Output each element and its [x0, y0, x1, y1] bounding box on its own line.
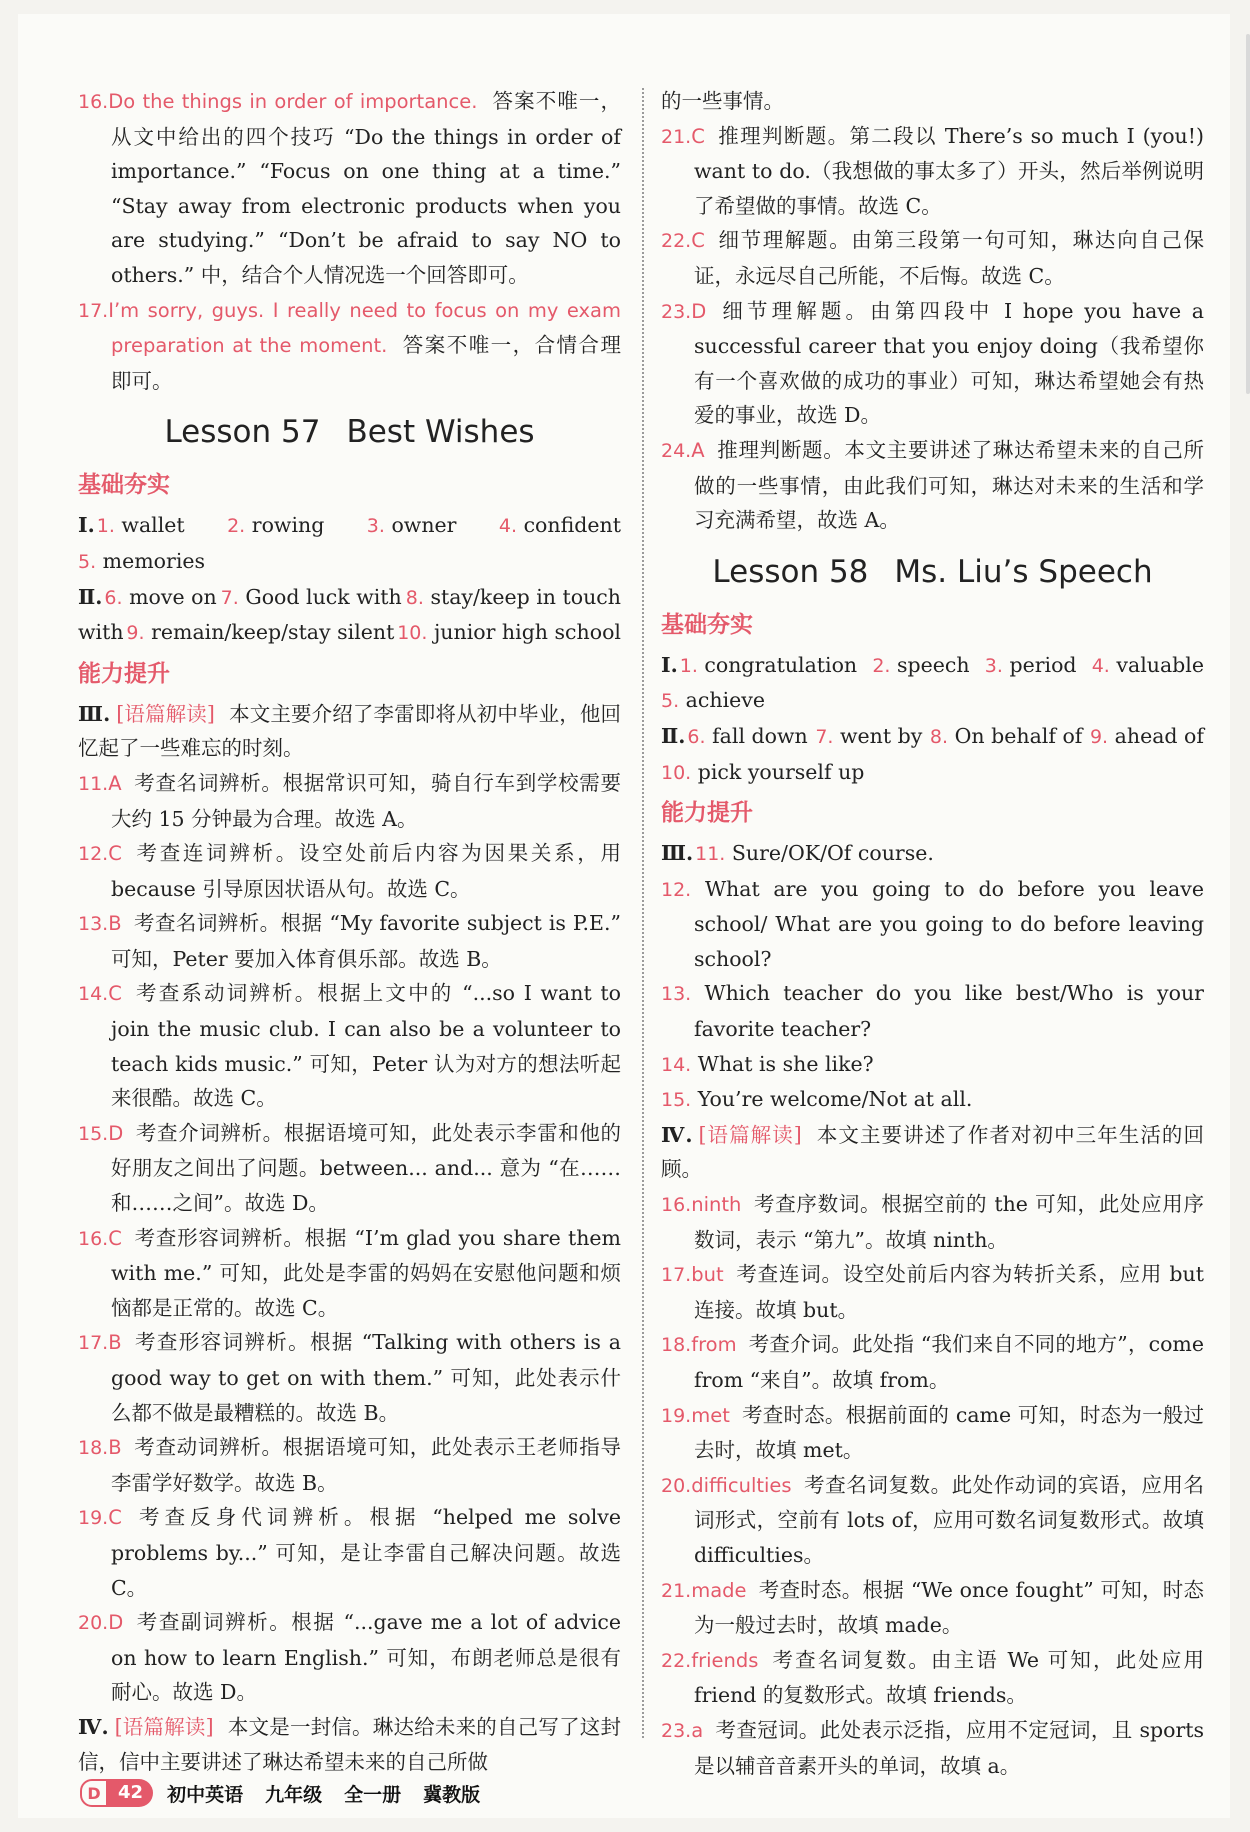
item-number: 16.	[78, 1227, 109, 1250]
lesson-name: Best Wishes	[346, 414, 535, 451]
passage-summary	[661, 1118, 1204, 1187]
answer-item	[78, 1116, 621, 1221]
item-number: 11.	[78, 772, 109, 795]
vocab-answer: fall down	[712, 723, 808, 748]
part-numeral: Ⅰ.	[661, 652, 678, 677]
item-explanation: 考查介词。此处指 “我们来自不同的地方”，come from “来自”。故填 from。	[694, 1332, 1204, 1392]
answer-item	[78, 766, 621, 836]
vocab-answer: stay/keep in touch	[430, 584, 621, 609]
item-number: 6.	[687, 725, 706, 748]
item-number: 16.	[661, 1194, 692, 1217]
item-explanation: 考查介词辨析。根据语境可知，此处表示李雷和他的好朋友之间出了问题。between... and... 意为 “在……和……之间”。故选 D。	[111, 1120, 621, 1216]
dialogue-answers	[661, 836, 1204, 1118]
answer-item	[661, 1713, 1204, 1783]
answer-item	[661, 294, 1204, 433]
item-number: 18.	[78, 1437, 109, 1460]
item-answer: ninth	[691, 1193, 742, 1217]
answer-item	[661, 836, 1204, 872]
answer-item	[661, 1573, 1204, 1643]
item-answer: C	[691, 124, 705, 148]
column-divider	[642, 88, 644, 1738]
answer-item	[78, 1605, 621, 1710]
lesson-number: Lesson 58	[712, 553, 869, 590]
vocab-answer: wallet	[121, 513, 185, 538]
vocab-row	[661, 755, 1204, 791]
item-number: 1.	[679, 654, 698, 677]
item-answer: A	[108, 771, 122, 795]
item-number: 4.	[1091, 654, 1110, 677]
item-number: 22.	[661, 230, 692, 253]
item-number: 22.	[661, 1649, 692, 1672]
section-title: 基础夯实	[661, 611, 753, 638]
item-explanation: 细节理解题。由第四段中 I hope you have a successful career that you enjoy doing（我希望你有一个喜欢做的成功的事业）可知，琳达希望她会有热爱的事业，故选 D。	[694, 298, 1204, 428]
item-answer: C	[691, 229, 705, 253]
vocab-answer: owner	[391, 513, 457, 538]
answer-item	[661, 119, 1204, 224]
vocab-answer: rowing	[251, 513, 325, 538]
item-answer: I’m sorry, guys. I really need to focus on my exam preparation at the moment.	[108, 298, 621, 358]
part-numeral: Ⅳ.	[78, 1714, 109, 1739]
item-answer: met	[691, 1403, 730, 1427]
summary-text: 本文是一封信。琳达给未来的自己写了这封信，信中主要讲述了琳达希望未来的自己所做	[78, 1714, 621, 1774]
answer-item	[661, 1257, 1204, 1327]
footer-subject: 初中英语	[167, 1783, 244, 1806]
summary-label: [语篇解读]	[698, 1122, 802, 1147]
item-number: 9.	[1089, 725, 1109, 748]
answer-list	[661, 119, 1204, 538]
answer-item	[661, 976, 1204, 1046]
item-answer: B	[108, 1436, 122, 1460]
part-numeral: Ⅱ.	[661, 723, 686, 748]
item-answer: D	[108, 1611, 124, 1635]
vocab-answer: On behalf of	[954, 723, 1083, 748]
answer-page	[18, 14, 1230, 1818]
item-number: 9.	[126, 622, 145, 645]
item-number: 23.	[661, 1719, 692, 1742]
item-number: 11.	[695, 843, 726, 866]
item-number: 10.	[397, 622, 428, 645]
vocab-row	[78, 615, 621, 651]
item-explanation: 考查副词辨析。根据 “...gave me a lot of advice on how to learn English.” 可知，布朗老师总是很有耐心。故选 D。	[111, 1610, 621, 1705]
item-number: 6.	[104, 586, 123, 609]
item-explanation: 细节理解题。由第三段第一句可知，琳达向自己保证，永远尽自己所能，不后悔。故选 C。	[694, 228, 1204, 288]
answer-list	[78, 766, 621, 1710]
item-explanation: 答案不唯一，从文中给出的四个技巧 “Do the things in order of importance.” “Focus on one thing at a time.” “Stay away from electronic products when you are studying.” “Don’t be afraid to say NO to others.” 中，结合个人情况选一个回答即可。	[111, 89, 622, 287]
item-answer: C	[108, 1226, 122, 1250]
item-answer: but	[691, 1263, 724, 1287]
answer-item	[661, 1187, 1204, 1257]
item-answer: C	[108, 842, 122, 866]
item-number: 14.	[661, 1053, 692, 1076]
page-footer	[80, 1779, 502, 1807]
item-number: 8.	[929, 725, 949, 748]
answer-item	[78, 906, 621, 976]
item-answer: Do the things in order of importance.	[108, 90, 478, 113]
item-number: 21.	[661, 1579, 692, 1602]
item-answer: from	[691, 1333, 737, 1357]
summary-label: [语篇解读]	[116, 701, 215, 726]
answer-item	[78, 1221, 621, 1326]
answer-item	[78, 1430, 621, 1500]
item-answer: a	[691, 1718, 704, 1742]
item-number: 19.	[661, 1404, 692, 1427]
item-explanation: 推理判断题。第二段以 There’s so much I (you!) want to do.（我想做的事太多了）开头，然后举例说明了希望做的事情。故选 C。	[694, 123, 1204, 218]
vocab-answer: period	[1009, 652, 1077, 677]
item-explanation: 考查形容词辨析。根据 “Talking with others is a good way to get on with them.” 可知，此处表示什么都不做是最糟糕的。故选 B。	[111, 1330, 621, 1425]
item-number: 3.	[984, 654, 1003, 677]
item-explanation: 考查连词。设空处前后内容为转折关系，应用 but 连接。故填 but。	[694, 1262, 1204, 1322]
item-number: 7.	[815, 725, 834, 748]
item-answer: What is she like?	[697, 1051, 874, 1076]
item-explanation: 推理判断题。本文主要讲述了琳达希望未来的自己所做的一些事情，由此我们可知，琳达对未来的生活和学习充满希望，故选 A。	[694, 437, 1204, 533]
item-number: 13.	[661, 983, 692, 1006]
answer-item	[78, 836, 621, 906]
item-number: 17.	[661, 1264, 692, 1287]
lesson-number: Lesson 57	[164, 414, 321, 451]
answer-item	[661, 1082, 1204, 1118]
item-explanation: 考查形容词辨析。根据 “I’m glad you share them with me.” 可知，此处是李雷的妈妈在安慰他问题和烦恼都是正常的。故选 C。	[111, 1225, 621, 1320]
part-numeral: Ⅲ.	[661, 841, 694, 866]
item-number: 4.	[498, 515, 518, 538]
answer-item	[661, 1643, 1204, 1713]
vocab-answer: remain/keep/stay silent	[151, 620, 395, 645]
answer-item	[661, 223, 1204, 293]
vocab-answer: achieve	[685, 688, 765, 713]
summary-text-continued: 的一些事情。	[661, 89, 784, 113]
part-numeral: Ⅱ.	[78, 584, 103, 609]
item-explanation: 答案不唯一，合情合理即可。	[111, 333, 621, 393]
vocab-row	[78, 508, 621, 544]
item-answer: D	[691, 299, 707, 323]
item-explanation: 考查系动词辨析。根据上文中的 “...so I want to join the music club. I can also be a volunteer to teach kids music.” 可知，Peter 认为对方的想法听起来很酷。故选 C。	[111, 981, 621, 1111]
item-number: 12.	[78, 843, 109, 866]
item-number: 7.	[220, 586, 239, 609]
item-number: 16.	[78, 91, 109, 113]
answer-item	[78, 293, 621, 399]
vocab-answer: move on	[129, 584, 217, 609]
vocab-answer: Good luck with	[245, 584, 402, 609]
answer-item	[78, 1500, 621, 1605]
vocab-row	[661, 719, 1204, 755]
item-number: 18.	[661, 1334, 692, 1357]
summary-text: 本文主要介绍了李雷即将从初中毕业，他回忆起了一些难忘的时刻。	[78, 701, 622, 761]
item-explanation: 考查名词辨析。根据 “My favorite subject is P.E.” 可知，Peter 要加入体育俱乐部。故选 B。	[111, 911, 621, 971]
lesson-name: Ms. Liu’s Speech	[894, 553, 1153, 590]
item-number: 12.	[661, 878, 692, 901]
summary-text: 本文主要讲述了作者对初中三年生活的回顾。	[661, 1122, 1204, 1182]
vocab-answer: congratulation	[704, 652, 858, 677]
vocab-answer: speech	[897, 652, 970, 677]
item-explanation: 考查时态。根据 “We once fought” 可知，时态为一般过去时，故填 made。	[694, 1577, 1204, 1638]
right-column	[661, 84, 1204, 1783]
item-number: 15.	[661, 1089, 692, 1112]
item-answer: C	[108, 982, 122, 1006]
vocab-row	[78, 580, 621, 616]
answer-item	[661, 1047, 1204, 1083]
item-answer: made	[691, 1578, 747, 1602]
answer-item	[78, 976, 621, 1115]
answer-item	[661, 1327, 1204, 1397]
item-answer: difficulties	[691, 1473, 792, 1497]
vocab-answer: junior high school	[433, 620, 621, 645]
left-column	[78, 84, 621, 1779]
answer-item	[661, 433, 1204, 538]
item-answer: B	[108, 912, 122, 936]
item-number: 5.	[78, 550, 97, 573]
item-number: 17.	[78, 1332, 109, 1355]
page-number: 42	[108, 1779, 153, 1807]
part-numeral: Ⅲ.	[78, 701, 111, 726]
item-explanation: 考查名词辨析。根据常识可知，骑自行车到学校需要大约 15 分钟最为合理。故选 A。	[111, 770, 621, 831]
item-answer: Sure/OK/Of course.	[731, 841, 934, 866]
brand-logo: D	[80, 1779, 108, 1807]
item-number: 24.	[661, 439, 692, 462]
item-explanation: 考查名词复数。由主语 We 可知，此处应用 friend 的复数形式。故填 friends。	[694, 1647, 1204, 1708]
item-number: 3.	[366, 515, 385, 538]
vocab-answer: valuable	[1116, 652, 1204, 677]
vocab-row	[661, 648, 1204, 684]
item-number: 1.	[96, 515, 115, 538]
item-number: 17.	[78, 299, 109, 322]
item-number: 21.	[661, 125, 692, 148]
summary-label: [语篇解读]	[114, 1714, 214, 1739]
answer-item	[661, 1398, 1204, 1468]
item-answer: A	[691, 438, 705, 462]
answer-item	[78, 1325, 621, 1430]
vocab-answer: ahead of	[1114, 723, 1204, 748]
item-number: 2.	[227, 515, 246, 538]
item-explanation: 考查名词复数。此处作动词的宾语，应用名词形式，空前有 lots of，应用可数名词复数形式。故填 difficulties。	[694, 1472, 1204, 1567]
vocab-answer: confident	[523, 513, 621, 538]
item-answer: D	[108, 1121, 124, 1145]
item-explanation: 考查时态。根据前面的 came 可知，时态为一般过去时，故填 met。	[694, 1402, 1204, 1463]
answer-list	[661, 1187, 1204, 1783]
section-title: 能力提升	[661, 800, 753, 827]
lesson-heading	[661, 546, 1204, 598]
vocab-answer: pick yourself up	[697, 759, 865, 784]
answer-item	[661, 872, 1204, 977]
vocab-answer: memories	[102, 548, 206, 573]
item-number: 2.	[872, 654, 891, 677]
item-explanation: 考查冠词。此处表示泛指，应用不定冠词，且 sports 是以辅音音素开头的单词，故填 a。	[694, 1717, 1204, 1778]
section-title: 基础夯实	[78, 472, 170, 499]
item-number: 15.	[78, 1122, 109, 1145]
lesson-heading	[78, 406, 621, 458]
item-answer: Which teacher do you like best/Who is your favorite teacher?	[694, 981, 1204, 1042]
vocab-row	[78, 544, 621, 580]
item-explanation: 考查连词辨析。设空处前后内容为因果关系，用 because 引导原因状语从句。故选 C。	[111, 841, 621, 901]
item-number: 20.	[661, 1474, 692, 1497]
item-number: 8.	[405, 586, 424, 609]
item-number: 20.	[78, 1612, 109, 1635]
part-numeral: Ⅳ.	[661, 1122, 693, 1147]
passage-summary	[78, 697, 621, 766]
item-answer: C	[108, 1506, 122, 1530]
footer-grade: 九年级	[265, 1783, 323, 1806]
footer-edition: 冀教版	[423, 1783, 481, 1806]
item-number: 23.	[661, 300, 692, 323]
item-number: 5.	[661, 690, 680, 713]
vocab-answer-continued: with	[78, 620, 124, 645]
part-numeral: Ⅰ.	[78, 513, 95, 538]
item-answer: You’re welcome/Not at all.	[697, 1087, 973, 1112]
footer-volume: 全一册	[344, 1783, 402, 1806]
item-number: 13.	[78, 913, 109, 936]
item-explanation: 考查动词辨析。根据语境可知，此处表示王老师指导李雷学好数学。故选 B。	[111, 1435, 621, 1495]
section-title: 能力提升	[78, 660, 170, 687]
item-number: 10.	[661, 761, 692, 784]
item-answer: What are you going to do before you leave school/ What are you going to do before leaving school?	[694, 876, 1204, 971]
item-number: 19.	[78, 1507, 109, 1530]
page-edge	[1246, 34, 1250, 394]
answer-item	[78, 84, 621, 293]
item-explanation: 考查反身代词辨析。根据 “helped me solve problems by...” 可知，是让李雷自己解决问题。故选 C。	[111, 1505, 621, 1600]
item-answer: friends	[691, 1648, 759, 1672]
passage-summary	[78, 1710, 621, 1779]
vocab-answer: went by	[840, 723, 923, 748]
item-explanation: 考查序数词。根据空前的 the 可知，此处应用序数词，表示 “第九”。故填 ninth。	[694, 1192, 1204, 1252]
item-answer: B	[108, 1331, 122, 1355]
item-number: 14.	[78, 983, 109, 1006]
vocab-row	[661, 683, 1204, 719]
answer-item	[661, 1468, 1204, 1573]
